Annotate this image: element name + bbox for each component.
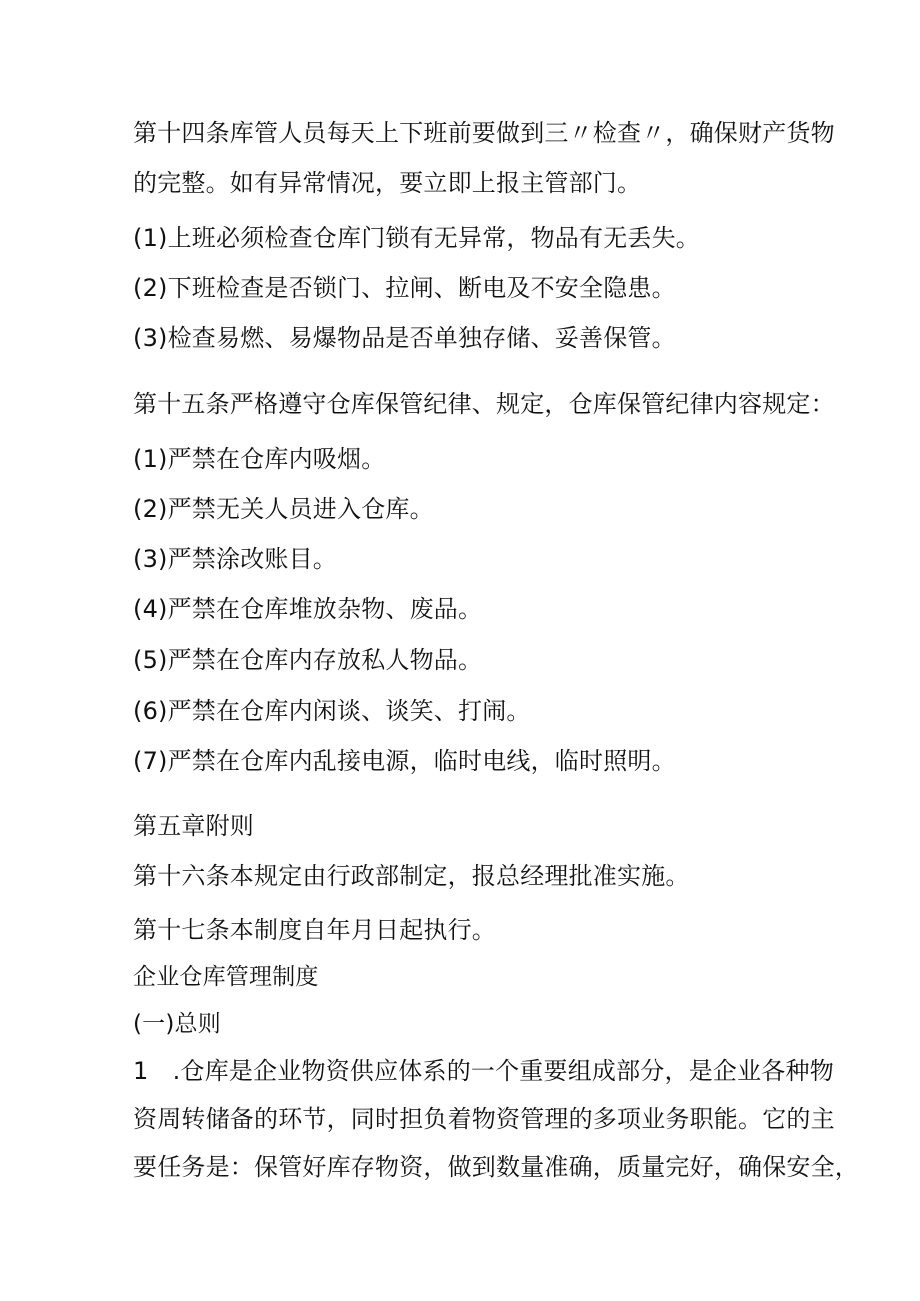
article-15-item-2: (2)严禁无关人员进入仓库。 — [133, 495, 434, 523]
article-15-item-7: (7)严禁在仓库内乱接电源，临时电线，临时照明。 — [133, 747, 676, 775]
article-15-item-4: (4)严禁在仓库堆放杂物、废品。 — [133, 595, 483, 623]
article-16: 第十六条本规定由行政部制定，报总经理批准实施。 — [133, 862, 690, 890]
section-general-heading: (一)总则 — [133, 1011, 221, 1037]
article-15: 第十五条严格遵守仓库保管纪律、规定，仓库保管纪律内容规定： — [133, 390, 835, 418]
article-15-item-1: (1)严禁在仓库内吸烟。 — [133, 445, 386, 473]
paragraph-1-line-3: 要任务是：保管好库存物资，做到数量准确，质量完好，确保安全， — [133, 1153, 859, 1181]
article-14-line-2: 的完整。如有异常情况，要立即上报主管部门。 — [133, 169, 642, 197]
article-15-item-5: (5)严禁在仓库内存放私人物品。 — [133, 646, 483, 674]
article-15-item-3: (3)严禁涂改账目。 — [133, 545, 337, 573]
article-15-item-6: (6)严禁在仓库内闲谈、谈笑、打闹。 — [133, 697, 531, 725]
paragraph-1-line-1: 1 .仓库是企业物资供应体系的一个重要组成部分，是企业各种物 — [133, 1057, 834, 1085]
article-14-item-1: (1)上班必须检查仓库门锁有无异常，物品有无丢失。 — [133, 224, 700, 252]
article-14-item-2: (2)下班检查是否锁门、拉闸、断电及不安全隐患。 — [133, 274, 676, 302]
chapter-5-heading: 第五章附则 — [133, 812, 254, 840]
article-14-item-3: (3)检查易燃、易爆物品是否单独存储、妥善保管。 — [133, 324, 676, 352]
paragraph-1-line-2: 资周转储备的环节，同时担负着物资管理的多项业务职能。它的主 — [133, 1105, 835, 1133]
document-title: 企业仓库管理制度 — [133, 964, 319, 990]
article-14-line-1: 第十四条库管人员每天上下班前要做到三〃检查〃，确保财产货物 — [133, 119, 835, 147]
article-17: 第十七条本制度自年月日起执行。 — [133, 916, 496, 944]
